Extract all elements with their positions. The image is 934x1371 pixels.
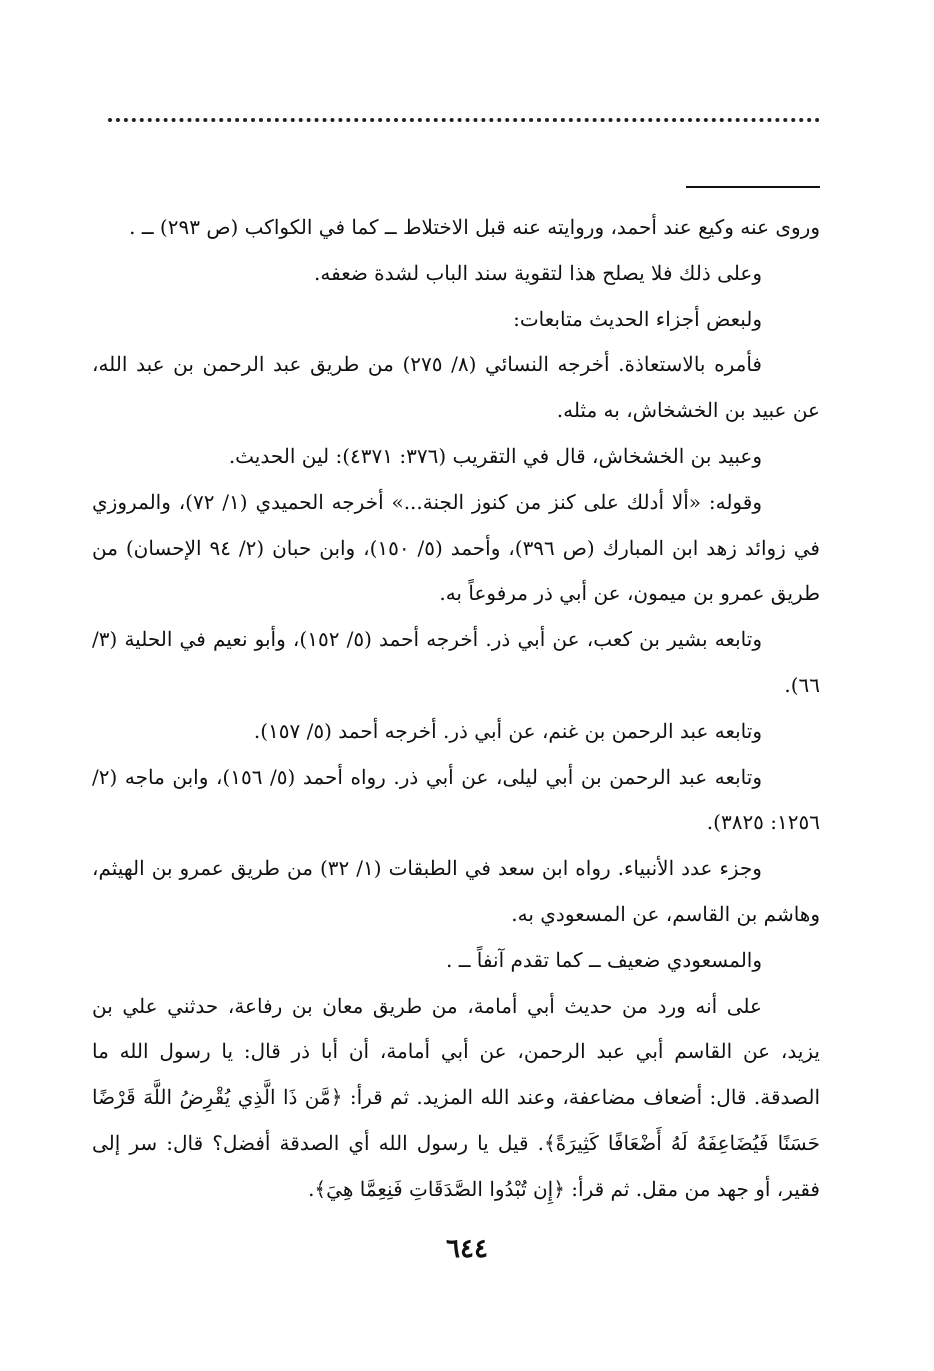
paragraph: وروى عنه وكيع عند أحمد، وروايته عنه قبل الاختلاط ــ كما في الكواكب (ص ٢٩٣) ــ . [129,215,820,239]
paragraph: على أنه ورد من حديث أبي أمامة، من طريق معان بن رفاعة، حدثني علي بن يزيد، عن القاسم أبي عبد الرحمن، عن أبي أمامة، أن أبا ذر قال: يا رسول الله ما الصدقة. قال: أضعاف مضاعفة، وعند الله المزيد. ثم قرأ: ﴿مَّن ذَا الَّذِي يُقْرِضُ اللَّهَ قَرْضًا حَسَنًا فَيُضَاعِفَهُ لَهُ أَضْعَافًا كَثِيرَةً﴾. قيل يا رسول الله أي الصدقة أفضل؟ قال: سر إلى فقير، أو جهد من مقل. ثم قرأ: ﴿إِن تُبْدُوا الصَّدَقَاتِ فَنِعِمَّا هِيَ﴾. [92,993,821,1201]
paragraph: فأمره بالاستعاذة. أخرجه النسائي (٨/ ٢٧٥) من طريق عبد الرحمن بن عبد الله، عن عبيد بن الخشخاش، به مثله. [92,352,820,423]
page-number: ٦٤٤ [446,1234,488,1264]
paragraph: والمسعودي ضعيف ــ كما تقدم آنفاً ــ . [446,947,762,972]
paragraph: وتابعه بشير بن كعب، عن أبي ذر. أخرجه أحمد (٥/ ١٥٢)، وأبو نعيم في الحلية (٣/ ٦٦). [92,627,820,697]
paragraph: وقوله: «ألا أدلك على كنز من كنوز الجنة...» أخرجه الحميدي (١/ ٧٢)، والمروزي في زوائد زهد ابن المبارك (ص ٣٩٦)، وأحمد (٥/ ١٥٠)، وابن حبان (٢/ ٩٤ الإحسان) من طريق عمرو بن ميمون، عن أبي ذر مرفوعاً به. [92,489,820,606]
page-body [92,205,820,1213]
separator-rule [686,186,820,188]
paragraph: وجزء عدد الأنبياء. رواه ابن سعد في الطبقات (١/ ٣٢) من طريق عمرو بن الهيثم، وهاشم بن القاسم، عن المسعودي به. [92,856,820,926]
paragraph: ولبعض أجزاء الحديث متابعات: [513,306,762,331]
paragraph: وعلى ذلك فلا يصلح هذا لتقوية سند الباب لشدة ضعفه. [314,260,762,285]
paragraph: وتابعه عبد الرحمن بن أبي ليلى، عن أبي ذر. رواه أحمد (٥/ ١٥٦)، وابن ماجه (٢/ ١٢٥٦: ٣٨٢٥). [92,764,820,835]
header-dotted-rule [108,118,820,122]
paragraph: وعبيد بن الخشخاش، قال في التقريب (٣٧٦: ٤٣٧١): لين الحديث. [228,443,762,468]
paragraph: وتابعه عبد الرحمن بن غنم، عن أبي ذر. أخرجه أحمد (٥/ ١٥٧). [253,718,762,743]
